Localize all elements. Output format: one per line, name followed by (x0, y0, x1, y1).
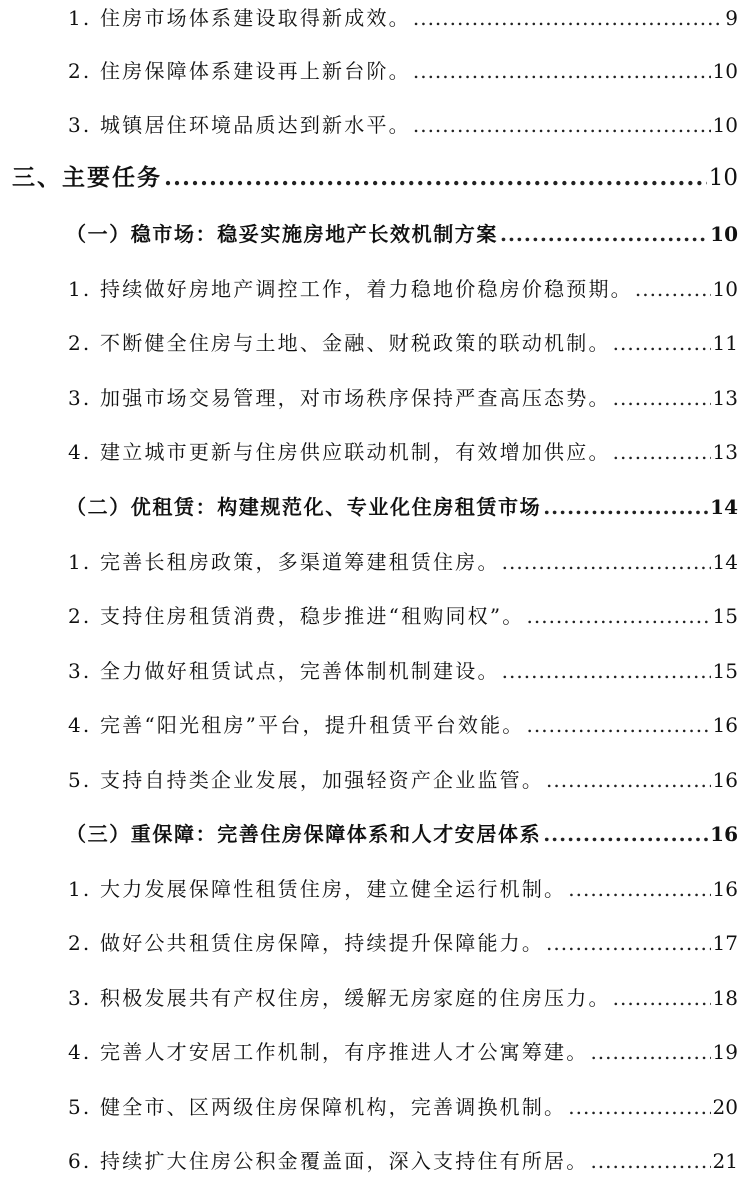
toc-subsection-heading[interactable] (0, 818, 750, 858)
toc-entry-page: 20 (712, 1095, 738, 1119)
toc-entry[interactable] (0, 709, 750, 749)
toc-dot-leader (590, 1040, 710, 1064)
toc-entry-number: 2. (68, 59, 101, 83)
toc-entry-page: 10 (712, 277, 738, 301)
toc-entry-page: 16 (710, 822, 738, 846)
toc-entry[interactable] (0, 546, 750, 586)
toc-entry-number: 5. (68, 768, 101, 792)
toc-entry-number: 2. (68, 931, 101, 955)
toc-entry-title: 持续扩大住房公积金覆盖面，深入支持住有所居。 (100, 1149, 589, 1173)
toc-entry-title: 完善长租房政策，多渠道筹建租赁住房。 (100, 550, 500, 574)
toc-dot-leader (546, 768, 711, 792)
toc-dot-leader (613, 440, 711, 464)
toc-subsection-heading[interactable] (0, 218, 750, 258)
toc-entry-title: 持续做好房地产调控工作，着力稳地价稳房价稳预期。 (100, 277, 633, 301)
toc-entry-page: 9 (725, 6, 738, 30)
toc-entry-number: 1. (68, 550, 101, 574)
toc-dot-leader (590, 1149, 710, 1173)
toc-entry[interactable] (0, 982, 750, 1022)
toc-entry-number: 3. (68, 386, 101, 410)
toc-dot-leader (613, 331, 711, 355)
toc-entry-page: 19 (712, 1040, 738, 1064)
toc-entry[interactable] (0, 273, 750, 313)
toc-entry[interactable] (0, 927, 750, 967)
toc-entry-title: 三、主要任务 (12, 164, 162, 191)
toc-entry[interactable] (0, 55, 750, 95)
toc-dot-leader (543, 495, 708, 519)
toc-dot-leader (546, 931, 711, 955)
toc-dot-leader (413, 59, 711, 83)
toc-entry-number: 1. (68, 6, 101, 30)
toc-dot-leader (527, 604, 711, 628)
toc-entry-number: 3. (68, 659, 101, 683)
toc-entry-page: 13 (712, 386, 738, 410)
toc-section-heading[interactable] (0, 159, 750, 199)
toc-entry-page: 14 (712, 550, 738, 574)
toc-dot-leader (527, 713, 711, 737)
toc-entry-number: 4. (68, 440, 101, 464)
toc-entry-title: 大力发展保障性租赁住房，建立健全运行机制。 (100, 877, 567, 901)
toc-entry-page: 21 (712, 1149, 738, 1173)
toc-entry-number: 3. (68, 113, 101, 137)
toc-entry-page: 16 (712, 768, 738, 792)
toc-entry-number: 6. (68, 1149, 101, 1173)
toc-entry[interactable] (0, 2, 750, 42)
toc-entry-page: 16 (712, 877, 738, 901)
toc-entry-page: 16 (712, 713, 738, 737)
toc-entry-title: 住房市场体系建设取得新成效。 (100, 6, 411, 30)
toc-entry[interactable] (0, 655, 750, 695)
toc-entry-title: 做好公共租赁住房保障，持续提升保障能力。 (100, 931, 545, 955)
toc-dot-leader (613, 386, 711, 410)
toc-entry-number: 3. (68, 986, 101, 1010)
toc-entry-title: 完善“阳光租房”平台，提升租赁平台效能。 (100, 713, 525, 737)
toc-entry[interactable] (0, 873, 750, 913)
toc-entry[interactable] (0, 1145, 750, 1185)
toc-entry-title: 健全市、区两级住房保障机构，完善调换机制。 (100, 1095, 567, 1119)
toc-dot-leader (502, 659, 711, 683)
toc-entry-number: 2. (68, 604, 101, 628)
toc-dot-leader (502, 550, 711, 574)
toc-dot-leader (413, 113, 711, 137)
toc-entry-page: 13 (712, 440, 738, 464)
toc-entry-title: 城镇居住环境品质达到新水平。 (100, 113, 411, 137)
toc-dot-leader (635, 277, 711, 301)
toc-entry-title: （一）稳市场：稳妥实施房地产长效机制方案 (66, 222, 498, 246)
toc-entry-page: 15 (712, 604, 738, 628)
toc-dot-leader (613, 986, 711, 1010)
toc-entry-title: 支持自持类企业发展，加强轻资产企业监管。 (100, 768, 545, 792)
toc-entry[interactable] (0, 600, 750, 640)
toc-entry-title: （三）重保障：完善住房保障体系和人才安居体系 (66, 822, 542, 846)
toc-entry-page: 10 (710, 222, 738, 246)
toc-entry-title: 加强市场交易管理，对市场秩序保持严查高压态势。 (100, 386, 611, 410)
toc-entry[interactable] (0, 1091, 750, 1131)
toc-entry-page: 10 (712, 113, 738, 137)
toc-entry-page: 10 (708, 165, 738, 191)
toc-dot-leader (500, 222, 708, 246)
toc-entry-page: 14 (710, 495, 738, 519)
toc-entry-title: 全力做好租赁试点，完善体制机制建设。 (100, 659, 500, 683)
toc-entry-title: 完善人才安居工作机制，有序推进人才公寓筹建。 (100, 1040, 589, 1064)
toc-dot-leader (568, 1095, 710, 1119)
toc-entry-page: 11 (712, 331, 738, 355)
toc-entry[interactable] (0, 1036, 750, 1076)
toc-dot-leader (413, 6, 723, 30)
toc-entry-number: 2. (68, 331, 101, 355)
toc-subsection-heading[interactable] (0, 491, 750, 531)
toc-entry-title: 支持住房租赁消费，稳步推进“租购同权”。 (100, 604, 525, 628)
toc-entry-number: 1. (68, 877, 101, 901)
toc-entry-title: 建立城市更新与住房供应联动机制，有效增加供应。 (100, 440, 611, 464)
toc-entry[interactable] (0, 382, 750, 422)
toc-entry-page: 15 (712, 659, 738, 683)
toc-entry-page: 10 (712, 59, 738, 83)
toc-dot-leader (164, 164, 707, 191)
toc-entry[interactable] (0, 109, 750, 149)
toc-entry-page: 18 (712, 986, 738, 1010)
toc-entry-title: 不断健全住房与土地、金融、财税政策的联动机制。 (100, 331, 611, 355)
toc-entry[interactable] (0, 764, 750, 804)
toc-entry-number: 4. (68, 713, 101, 737)
toc-entry-number: 5. (68, 1095, 101, 1119)
toc-entry[interactable] (0, 436, 750, 476)
toc-entry-title: （二）优租赁：构建规范化、专业化住房租赁市场 (66, 495, 542, 519)
toc-entry-number: 4. (68, 1040, 101, 1064)
toc-entry-title: 住房保障体系建设再上新台阶。 (100, 59, 411, 83)
toc-entry-number: 1. (68, 277, 101, 301)
toc-entry-page: 17 (712, 931, 738, 955)
toc-dot-leader (568, 877, 710, 901)
toc-entry-title: 积极发展共有产权住房，缓解无房家庭的住房压力。 (100, 986, 611, 1010)
toc-entry[interactable] (0, 327, 750, 367)
toc-dot-leader (543, 822, 708, 846)
